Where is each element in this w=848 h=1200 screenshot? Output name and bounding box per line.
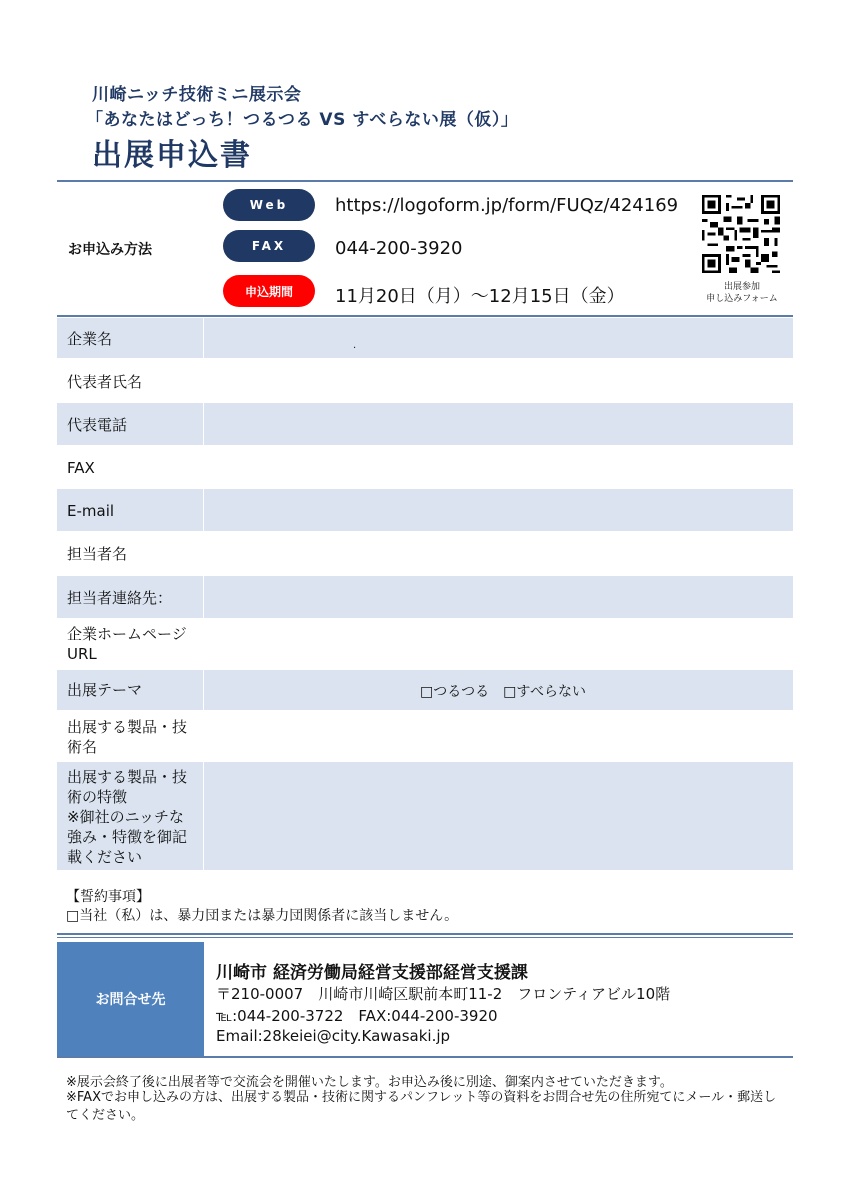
contact-email[interactable]: Email:28keiei@city.Kawasaki.jp: [216, 1027, 451, 1045]
row-label: 担当者連絡先：: [67, 589, 173, 607]
contact-tel-fax: ℡:044-200-3722 FAX:044-200-3920: [216, 1007, 498, 1025]
row-label-line: 載ください: [67, 848, 143, 866]
row-label: FAX: [67, 459, 95, 477]
pledge-checkbox[interactable]: □当社（私）は、暴力団または暴力団関係者に該当しません。: [66, 908, 459, 924]
row-label-line: URL: [67, 645, 97, 663]
form-row-fax: [57, 447, 793, 487]
row-label-line: 強み・特徴を御記: [67, 828, 188, 846]
fax-field[interactable]: [203, 447, 793, 487]
row-label: 代表者氏名: [67, 373, 143, 391]
note-networking: ※展示会終了後に出展者等で交流会を開催いたします。お申込み後に別途、御案内させていただきます。: [66, 1075, 673, 1090]
period-badge: 申込期間: [223, 275, 315, 307]
row-label: [67, 717, 203, 757]
qr-caption-line2: 申し込みフォーム: [706, 294, 778, 304]
fax-badge: FAX: [223, 230, 315, 262]
row-label: 出展テーマ: [67, 681, 143, 699]
note-fax-materials: ※FAXでお申し込みの方は、出展する製品・技術に関するパンフレット等の資料をお問合せ先の住所宛てにメール・郵送してください。: [66, 1090, 777, 1123]
method-label: お申込み方法: [68, 242, 152, 258]
event-subtitle: 「あなたはどっち！つるつる VS すべらない展（仮）」: [86, 110, 519, 130]
pledge-divider-inner: [57, 937, 793, 938]
qr-caption: [690, 281, 794, 305]
form-row-phone: [57, 403, 793, 445]
pledge-heading: 【誓約事項】: [66, 889, 150, 905]
row-label-line: 術の特徴: [67, 788, 128, 806]
email-field[interactable]: [203, 489, 793, 531]
theme-checkboxes[interactable]: □つるつる □すべらない: [420, 684, 587, 700]
row-label: 企業名: [67, 330, 113, 348]
row-label: [67, 767, 203, 867]
form-row-product-name: [57, 712, 793, 760]
fax-number: 044-200-3920: [335, 238, 463, 259]
row-label: [67, 624, 203, 664]
representative-name-field[interactable]: [203, 361, 793, 401]
company-field-mark: .: [353, 340, 357, 351]
product-features-field[interactable]: [203, 762, 793, 870]
qr-code-icon[interactable]: [702, 195, 780, 273]
page-title: 出展申込書: [92, 138, 252, 173]
contact-address: 〒210-0007 川崎市川崎区駅前本町11-2 フロンティアビル10階: [216, 985, 671, 1003]
contact-organization: 川崎市 経済労働局経営支援部経営支援課: [216, 963, 528, 983]
row-label-line: ※御社のニッチな: [67, 808, 184, 826]
form-row-contact-info: [57, 576, 793, 618]
web-badge: Web: [223, 189, 315, 221]
form-row-company: [57, 318, 793, 358]
header-divider: [57, 180, 793, 182]
form-row-contact-person: [57, 533, 793, 573]
contact-label: お問合せ先: [57, 942, 204, 1056]
row-label-line: 術名: [67, 738, 98, 756]
row-label-line: 出展する製品・技: [67, 768, 188, 786]
form-row-representative: [57, 361, 793, 401]
application-period: 11月20日（月）～12月15日（金）: [335, 286, 625, 307]
row-label: 代表電話: [67, 416, 128, 434]
qr-caption-line1: 出展参加: [723, 282, 760, 292]
contact-info-field[interactable]: [203, 576, 793, 618]
row-label-line: 出展する製品・技: [67, 718, 188, 736]
main-phone-field[interactable]: [203, 403, 793, 445]
form-row-homepage: [57, 620, 793, 668]
method-divider: [57, 315, 793, 317]
row-label: E-mail: [67, 502, 115, 520]
event-series-title: 川崎ニッチ技術ミニ展示会: [92, 85, 302, 105]
homepage-url-field[interactable]: [203, 620, 793, 668]
contact-person-field[interactable]: [203, 533, 793, 573]
row-label-line: 企業ホームページ: [67, 625, 187, 643]
pledge-divider: [57, 933, 793, 935]
row-label: 担当者名: [67, 545, 128, 563]
product-name-field[interactable]: [203, 712, 793, 760]
form-row-email: [57, 489, 793, 531]
form-row-product-features: [57, 762, 793, 870]
company-name-field[interactable]: [203, 318, 793, 358]
web-url[interactable]: https://logoform.jp/form/FUQz/424169: [335, 195, 679, 216]
